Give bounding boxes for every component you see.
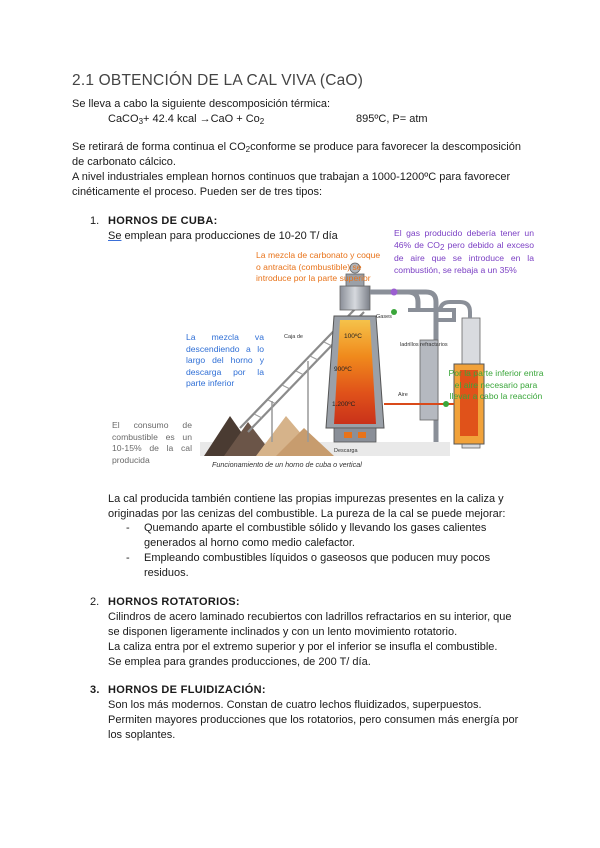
figure-caption: Funcionamiento de un horno de cuba o vertical (212, 460, 362, 469)
temp-3: 100ºC (344, 333, 362, 340)
bullet-1-dash: - (126, 522, 130, 534)
note-green: Por la parte inferior entra el aire necesario para llevar a cabo la reacción (448, 368, 544, 401)
air-preheater (420, 340, 438, 420)
gas-valve (391, 289, 398, 296)
paragraph-1: Se retirará de forma continua el $CO_2conforme$ se produce para favorecer la descomposición (72, 141, 521, 154)
section-1-title: HORNOS DE CUBA: (108, 215, 218, 227)
bullet-2-line2: residuos. (144, 567, 189, 579)
top-hopper (340, 286, 370, 310)
label-aire: Aire (398, 392, 408, 398)
section-2-line2: se disponen ligeramente inclinados y con un lento movimiento rotatorio. (108, 626, 458, 638)
temp-2: 1.200ºC (332, 401, 356, 408)
paragraph-2-line1: A nivel industriales emplean hornos continuos que trabajan a 1000-1200ºC para favorecer (72, 171, 511, 183)
bullet-2-line1: Empleando combustibles líquidos o gaseosos que poducen muy pocos (144, 552, 491, 564)
section-2-line3: La caliza entra por el extremo superior y por el inferior se insufla el combustible. (108, 641, 498, 653)
page-title: 2.1 OBTENCIÓN DE LA CAL VIVA (CaO) (72, 72, 364, 89)
bullet-1-line2: generados al horno como medio calefactor. (144, 537, 355, 549)
note-blue: La mezcla va descendiendo a lo largo del horno y descarga por la parte inferior (186, 332, 264, 388)
discharge (334, 428, 376, 442)
section-2-title: HORNOS ROTATORIOS: (108, 596, 240, 608)
section-2-line1: Cilindros de acero laminado recubiertos con ladrillos refractarios en su interior, que (108, 611, 512, 623)
section-3-line3: los soplantes. (108, 729, 176, 741)
bullet-1-line1: Quemando aparte el combustible sólido y llevando los gases calientes (144, 522, 487, 534)
note-purple: El gas producido debería tener un 46% de $CO_2$ pero debido al exceso de aire que se introduce en la combustión, se rebaja a un 35% (394, 228, 534, 275)
section-2-number: 2. (90, 596, 100, 608)
paragraph-1-line2: de carbonato cálcico. (72, 156, 176, 168)
reaction-conditions: 895ºC, P= atm (356, 113, 428, 125)
reaction-equation: CaCO$_3$+ 42.4 kcal $\to CaO + Co_2$ (108, 113, 265, 126)
note-gray: El consumo de combustible es un 10-15% de la cal producida (112, 420, 192, 465)
section-3-number: 3. (90, 684, 100, 696)
label-hopper: ladrillos refractarios (400, 342, 448, 348)
section-3-line1: Son los más modernos. Constan de cuatro lechos fluidizados, superpuestos. (108, 699, 482, 711)
section-1-text-line2: originadas por las cenizas del combustible. La pureza de la cal se puede mejorar: (108, 508, 506, 520)
intro-text: Se lleva a cabo la siguiente descomposición térmica: (72, 98, 331, 110)
section-3-line2: Permiten mayores producciones que los rotatorios, pero consumen más energía por (108, 714, 519, 726)
temp-1: 900ºC (334, 366, 352, 373)
label-descarga: Descarga (334, 448, 358, 454)
section-1-subtitle: Se emplean para producciones de 10-20 T/ día (108, 230, 338, 242)
note-orange: La mezcla de carbonato y coque o antracita (combustible) se introduce por la parte superior (256, 250, 381, 283)
section-1-text-line1: La cal producida también contiene las propias impurezas presentes en la caliza y (108, 493, 504, 505)
bullet-2-dash: - (126, 552, 130, 564)
label-gases: Gases (376, 314, 392, 320)
section-2-line4: Se emplea para grandes producciones, de 200 T/ día. (108, 656, 371, 668)
section-3-title: HORNOS DE FLUIDIZACIÓN: (108, 684, 266, 696)
paragraph-2-line2: cinéticamente el proceso. Pueden ser de tres tipos: (72, 186, 323, 198)
section-1-number: 1. (90, 215, 100, 227)
label-caja: Caja de (284, 334, 303, 340)
